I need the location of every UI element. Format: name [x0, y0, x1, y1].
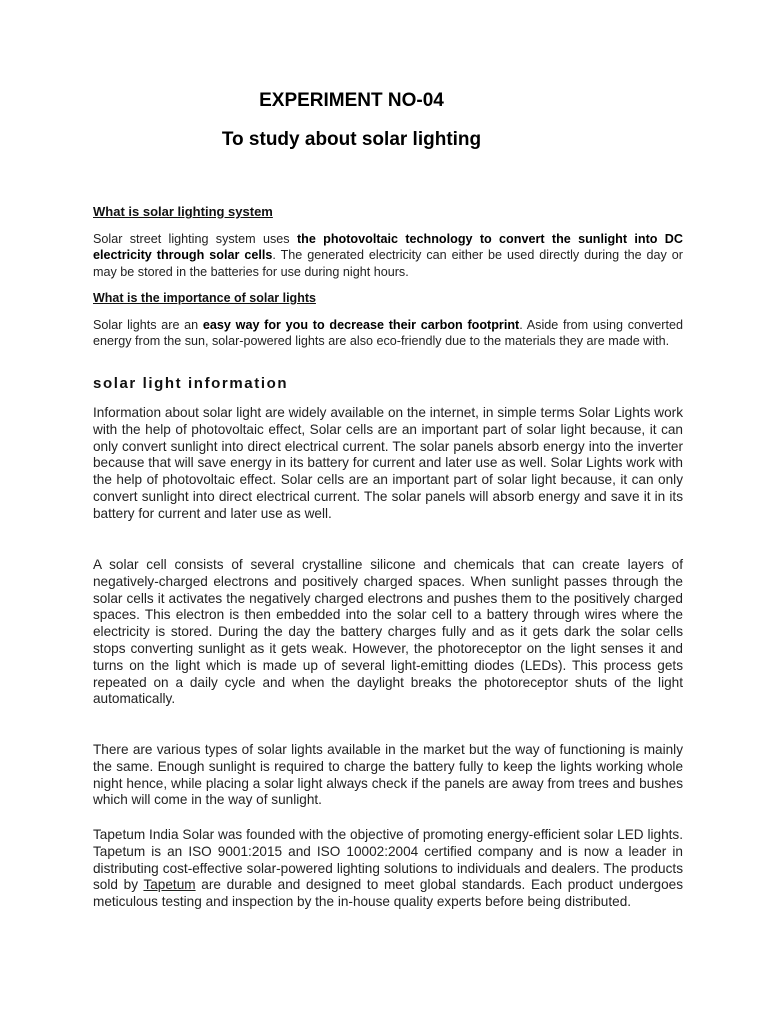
paragraph-solar-lighting-system — [93, 231, 683, 280]
text-segment: . Aside from using converted energy from the sun, solar-powered lights are also eco-friendly due to the materials they are made with. — [93, 318, 684, 349]
section-heading-importance: What is the importance of solar lights — [93, 291, 316, 305]
tapetum-link[interactable]: Tapetum — [143, 877, 196, 893]
page-title: EXPERIMENT NO-04 — [259, 90, 444, 111]
paragraph-information-3: There are various types of solar lights available in the market but the way of functioning is mainly the same. Enough sunlight is required to charge the battery fully to keep the lights working whole night hence, while placing a solar light always check if the panels are away from trees and bushes which will come in the way of sunlight. — [93, 742, 683, 808]
page-subtitle: To study about solar lighting — [221, 129, 482, 150]
section-heading-solar-lighting-system: What is solar lighting system — [93, 204, 273, 219]
bold-text-segment: easy way for you to decrease their carbon footprint — [202, 318, 520, 332]
paragraph-information-1: Information about solar light are widely available on the internet, in simple terms Solar Lights work with the help of photovoltaic effect, Solar cells are an important part of solar light because, it can only convert sunlight into direct electrical current. The solar panels absorb energy into the inverter because that will save energy in its battery for current and later use as well. Solar Lights work with the help of photovoltaic effect. Solar cells are an important part of solar light because, it can only convert sunlight into direct electrical current. The solar panels will absorb energy and save it in its battery for current and later use as well. — [93, 405, 683, 521]
paragraph-information-4 — [93, 827, 683, 911]
text-segment: Solar street lighting system uses — [93, 232, 297, 246]
text-segment: . The generated electricity can either be used directly during the day or may be stored in the batteries for use during night hours. — [93, 248, 683, 279]
text-segment: are durable and designed to meet global standards. Each product undergoes meticulous testing and inspection by the in-house quality experts before being distributed. — [93, 877, 683, 910]
paragraph-information-2: A solar cell consists of several crystalline silicone and chemicals that can create layers of negatively-charged electrons and positively charged spaces. When sunlight passes through the solar cells it activates the negatively charged electrons and pushes them to the positively charged spaces. This electron is then embedded into the solar cell to a battery through wires where the electricity is stored. During the day the battery charges fully and as it gets dark the solar cells stops converting sunlight as it gets weak. However, the photoreceptor on the light senses it and turns on the light which is made up of several light-emitting diodes (LEDs). This process gets repeated on a daily cycle and when the daylight breaks the photoreceptor shuts of the light automatically. — [93, 557, 683, 707]
text-segment: Tapetum India Solar was founded with the objective of promoting energy-efficient solar LED lights. Tapetum is an ISO 9001:2015 and ISO 10002:2004 certified company and is now a leader in distributing cost-effective solar-powered lighting solutions to individuals and dealers. The products sold by — [93, 827, 683, 893]
text-segment: Solar lights are an — [93, 318, 203, 332]
bold-text-segment: the photovoltaic technology to convert the sunlight into DC electricity through solar cells — [93, 232, 683, 263]
paragraph-importance — [93, 317, 683, 350]
section-heading-solar-light-information: solar light information — [93, 375, 289, 392]
